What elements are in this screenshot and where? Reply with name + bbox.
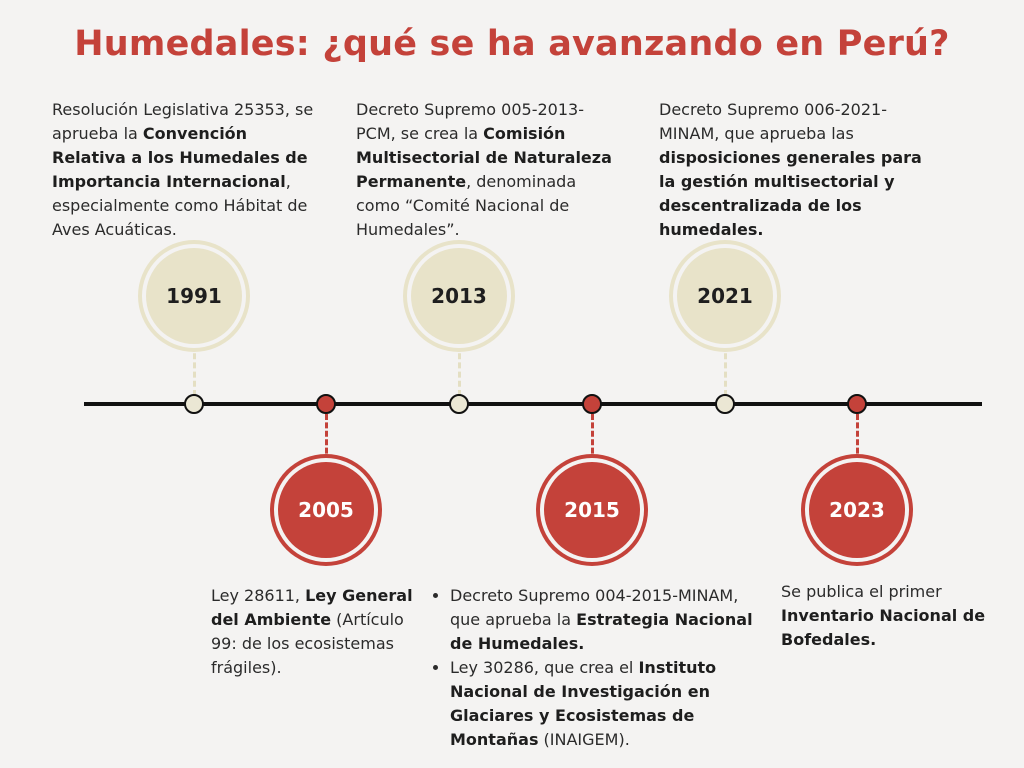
connector-2023 xyxy=(856,414,859,462)
event-2021-description: Decreto Supremo 006-2021-MINAM, que aprueba las disposiciones generales para la gestión multisectorial y descentralizada de los humedales. xyxy=(659,100,922,239)
year-circle-2005: 2005 xyxy=(278,462,374,558)
timeline-dot-2013 xyxy=(449,394,469,414)
event-2005-description: Ley 28611, Ley General del Ambiente (Artículo 99: de los ecosistemas frágiles). xyxy=(211,586,413,677)
list-item: • Ley 30286, que crea el Instituto Nacional de Investigación en Glaciares y Ecosistemas de Montañas (INAIGEM). xyxy=(450,656,760,752)
list-item: • Decreto Supremo 004-2015-MINAM, que aprueba la Estrategia Nacional de Humedales. xyxy=(450,584,760,656)
event-2015-list xyxy=(430,584,760,752)
event-2013-description: Decreto Supremo 005-2013-PCM, se crea la Comisión Multisectorial de Naturaleza Permanente, denominada como “Comité Nacional de Humedales”. xyxy=(356,100,612,239)
timeline-dot-1991 xyxy=(184,394,204,414)
year-circle-1991: 1991 xyxy=(146,248,242,344)
timeline-dot-2021 xyxy=(715,394,735,414)
connector-2013 xyxy=(458,344,461,396)
timeline-dot-2015 xyxy=(582,394,602,414)
year-circle-2015: 2015 xyxy=(544,462,640,558)
connector-2021 xyxy=(724,344,727,396)
connector-1991 xyxy=(193,344,196,396)
event-1991-description: Resolución Legislativa 25353, se aprueba la Convención Relativa a los Humedales de Importancia Internacional, especialmente como Hábitat de Aves Acuáticas. xyxy=(52,100,314,239)
year-circle-2013: 2013 xyxy=(411,248,507,344)
page-title: Humedales: ¿qué se ha avanzando en Perú? xyxy=(74,24,950,64)
event-2023-description: Se publica el primer Inventario Nacional de Bofedales. xyxy=(781,582,986,649)
timeline-dot-2023 xyxy=(847,394,867,414)
year-circle-2023: 2023 xyxy=(809,462,905,558)
year-circle-2021: 2021 xyxy=(677,248,773,344)
event-2015-description xyxy=(430,584,760,752)
connector-2015 xyxy=(591,414,594,462)
timeline-dot-2005 xyxy=(316,394,336,414)
connector-2005 xyxy=(325,414,328,462)
